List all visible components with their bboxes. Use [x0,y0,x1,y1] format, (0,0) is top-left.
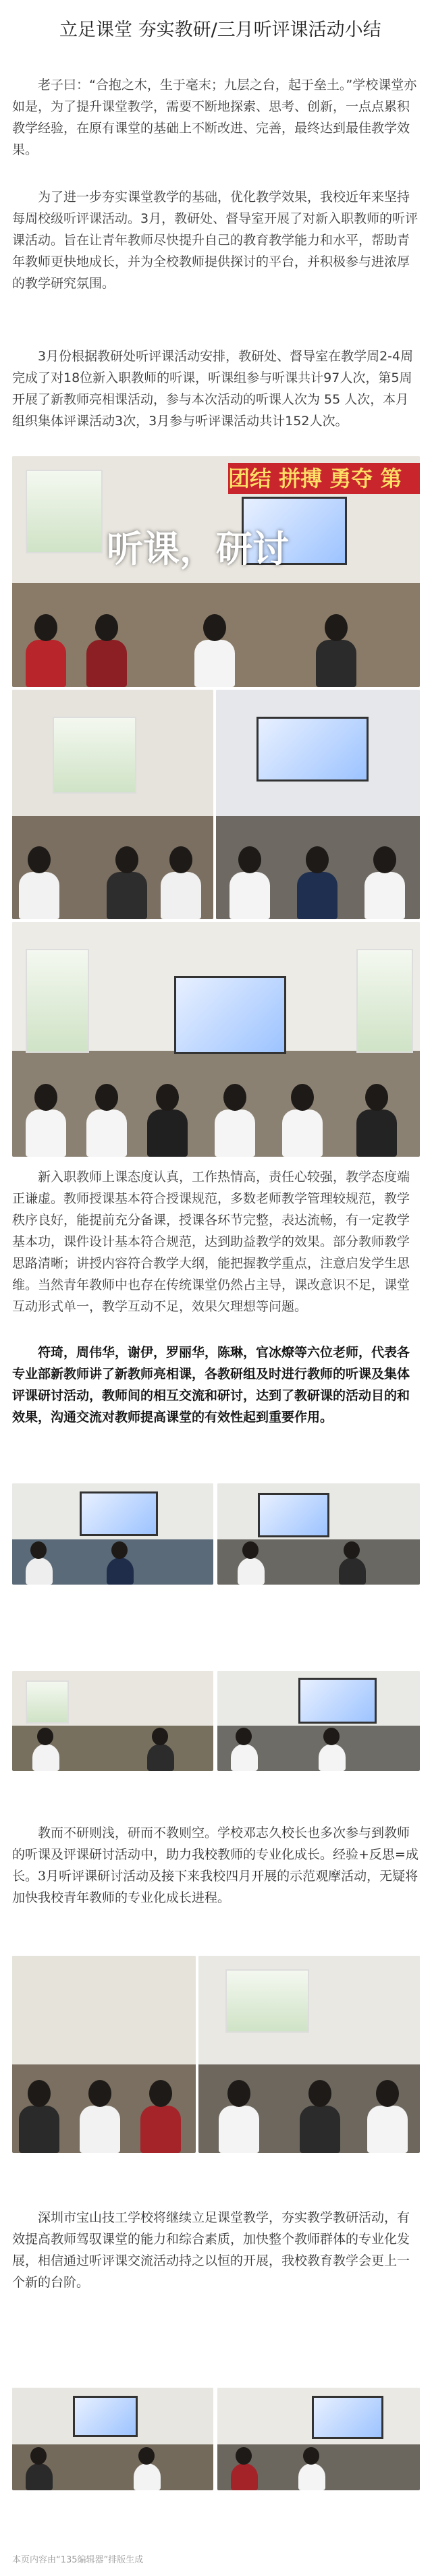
photo-seminar-left [12,1483,213,1585]
photo-seminar-right [217,1483,420,1585]
photo-closing-right [217,2388,420,2490]
paragraph-intro: 老子曰：“合抱之木，生于毫末；九层之台，起于垒土。”学校课堂亦如是，为了提升课堂教学，需要不断地探索、思考、创新，一点点累积教学经验，在原有课堂的基础上不断改进、完善，最终达到最佳教学效果。 [12,78,417,157]
page-footer: 本页内容由“135编辑器”排版生成 [12,2555,144,2565]
photo-lesson-left [12,1671,213,1771]
photo-banner-text: 团结 拼搏 勇夺 第 [228,463,420,494]
photo-closing-left [12,2388,213,2490]
photo-lecture-left [12,690,213,919]
photo-classroom-banner [12,456,420,687]
article-title: 立足课堂 夯实教研/三月听评课活动小结 [59,20,381,40]
photo-lecture-right [216,690,420,919]
paragraph-teachers: 符琦，周伟华，谢伊，罗丽华，陈琳，官冰燎等六位老师，代表各专业部新教师讲了新教师亮相课，各教研组及时进行教师的听课及集体评课研讨活动，教师间的相互交流和研讨，达到了教研课的活动目的和效果，沟通交流对教师提高课堂的有效性起到重要作用。 [12,1345,410,1425]
photo-meeting-right [198,1956,420,2153]
photo-classroom-screen [12,922,420,1157]
paragraph-purpose: 为了进一步夯实课堂教学的基础，优化教学效果，我校近年来坚持每周校级听评课活动。3月，教研处、督导室开展了对新入职教师的听评课活动。旨在让青年教师尽快提升自己的教育教学能力和水平，帮助青年教师更快地成长，并为全校教师提供探讨的平台，并积极参与进浓厚的教学研究氛围。 [12,190,418,291]
paragraph-conclusion: 深圳市宝山技工学校将继续立足课堂教学，夯实教学教研活动，有效提高教师驾驭课堂的能力和综合素质，加快整个教师群体的专业化发展，相信通过听评课交流活动持之以恒的开展，我校教育教学会更上一个新的台阶。 [12,2210,410,2290]
photo-lesson-right [217,1671,420,1771]
photo-overlay-text: 听课，研讨 [107,528,289,570]
photo-meeting-left [12,1956,196,2153]
paragraph-reflection: 教而不研则浅，研而不教则空。学校邓志久校长也多次参与到教师的听课及评课研讨活动中，助力我校教师的专业化成长。经验+反思=成长。3月听评课研讨活动及接下来我校四月开展的示范观摩活动，无疑将加快我校青年教师的专业化成长进程。 [12,1826,418,1905]
paragraph-evaluation: 新入职教师上课态度认真，工作热情高，责任心较强，教学态度端正谦虚。教师授课基本符合授课规范，多数老师教学管理较规范，教学秩序良好，能提前充分备课，授课各环节完整，表达流畅，有一定教学基本功，课件设计基本符合规范，达到助益教学的效果。部分教师教学思路清晰；讲授内容符合教学大纲，能把握教学重点，注意启发学生思维。当然青年教师中也存在传统课堂仍然占主导，课改意识不足，课堂互动形式单一，教学互动不足，效果欠理想等问题。 [12,1170,410,1314]
paragraph-statistics: 3月份根据教研处听评课活动安排，教研处、督导室在教学周2-4周完成了对18位新入职教师的听课，听课组参与听课共计97人次，第5周开展了新教师亮相课活动，参与本次活动的听课人次为 55 人次，本月组织集体评课活动3次，3月参与听评课活动共计152人次。 [12,349,414,429]
